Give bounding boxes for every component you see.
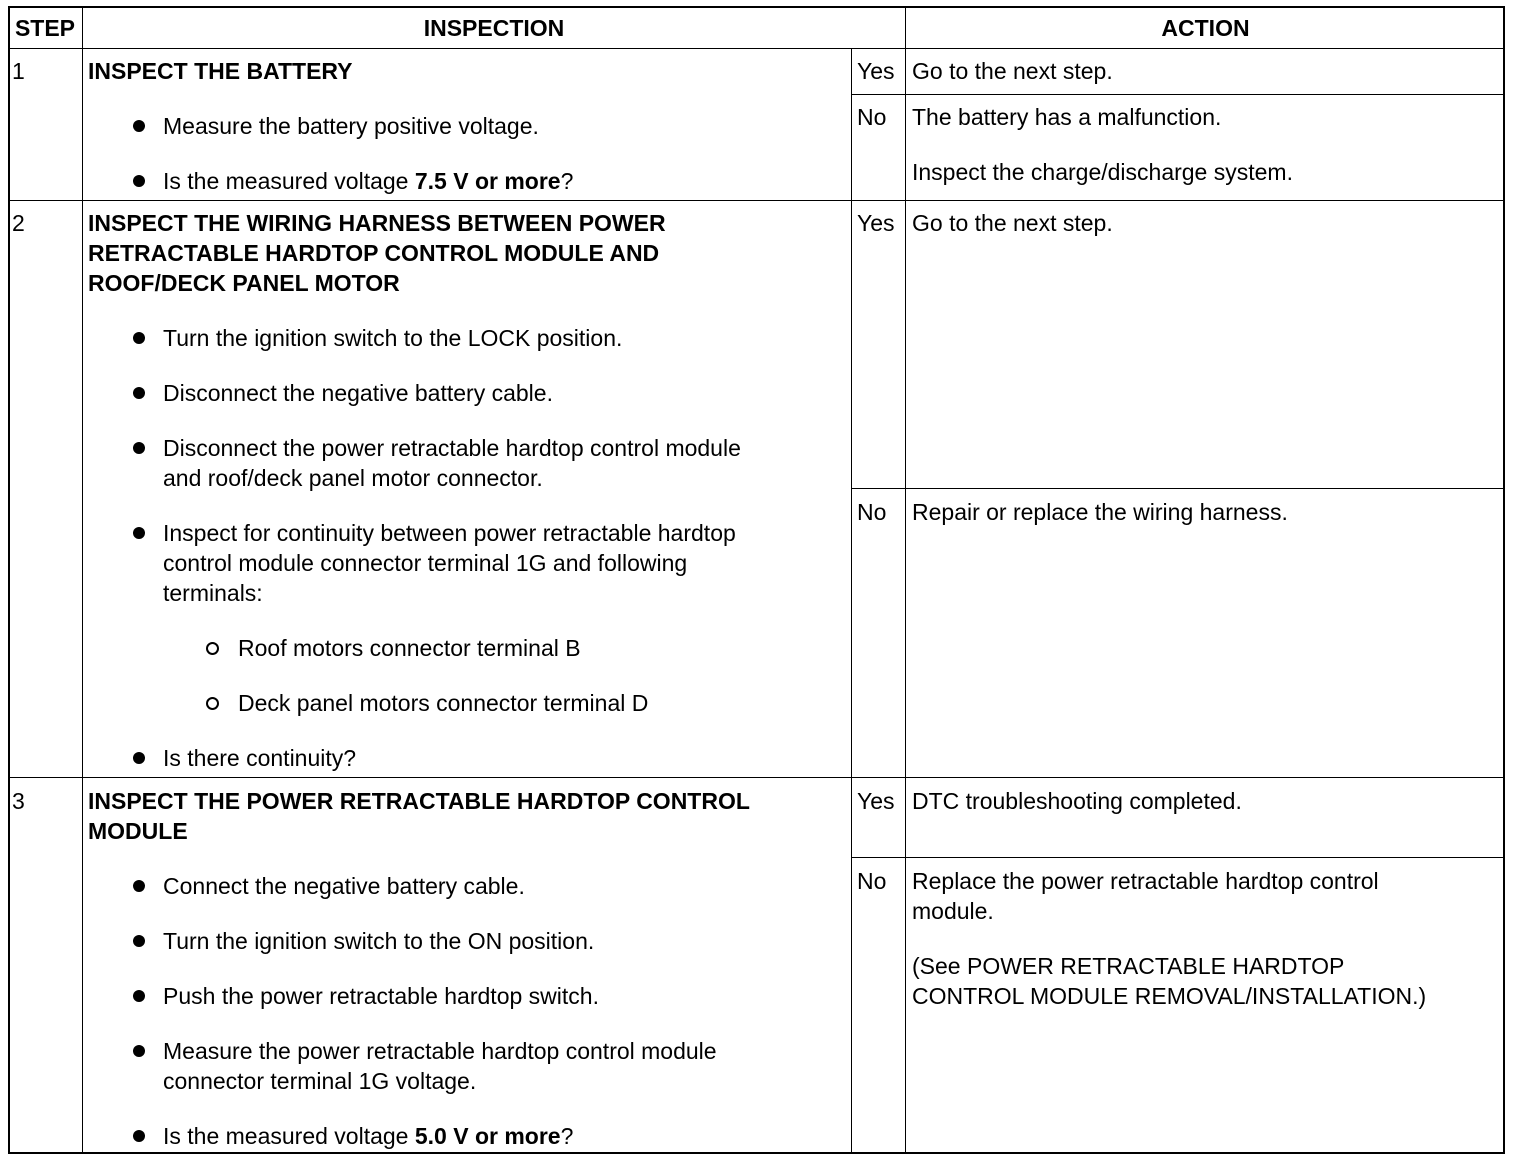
column-divider	[905, 6, 906, 1154]
step-title: INSPECT THE POWER RETRACTABLE HARDTOP CONTROL	[88, 788, 750, 814]
yes-action: DTC troubleshooting completed.	[912, 788, 1242, 814]
bullet-icon	[133, 752, 145, 764]
bullet-icon	[133, 387, 145, 399]
step-number: 2	[12, 210, 25, 236]
inspection-item: Is there continuity?	[163, 745, 357, 771]
inspection-item: Inspect for continuity between power retractable hardtop	[163, 520, 736, 546]
inspection-item: connector terminal 1G voltage.	[163, 1068, 477, 1094]
step-number: 1	[12, 58, 25, 84]
no-action: The battery has a malfunction.	[912, 104, 1222, 130]
yes-label: Yes	[857, 210, 895, 236]
inspection-item: Measure the battery positive voltage.	[163, 113, 539, 139]
step-title: ROOF/DECK PANEL MOTOR	[88, 270, 400, 296]
inspection-subitem: Roof motors connector terminal B	[238, 635, 581, 661]
no-label: No	[857, 499, 887, 525]
inspection-item: control module connector terminal 1G and following	[163, 550, 688, 576]
sub-bullet-icon	[206, 642, 219, 655]
step-title: INSPECT THE BATTERY	[88, 58, 353, 84]
no-action: module.	[912, 898, 994, 924]
inspection-item: Is the measured voltage 7.5 V or more?	[163, 168, 574, 194]
bullet-icon	[133, 120, 145, 132]
inspection-item: Connect the negative battery cable.	[163, 873, 525, 899]
inspection-item: Is the measured voltage 5.0 V or more?	[163, 1123, 574, 1149]
inspection-item: terminals:	[163, 580, 263, 606]
inspection-item: Disconnect the power retractable hardtop control module	[163, 435, 741, 461]
step-title: RETRACTABLE HARDTOP CONTROL MODULE AND	[88, 240, 660, 266]
yes-label: Yes	[857, 788, 895, 814]
step-number: 3	[12, 788, 25, 814]
inspection-item: Measure the power retractable hardtop control module	[163, 1038, 717, 1064]
no-label: No	[857, 868, 887, 894]
inspection-item: Turn the ignition switch to the ON position.	[163, 928, 595, 954]
header-step: STEP	[14, 15, 76, 41]
yes-action: Go to the next step.	[912, 210, 1113, 236]
inspection-item: and roof/deck panel motor connector.	[163, 465, 543, 491]
yes-no-divider	[851, 94, 1505, 95]
column-divider	[851, 48, 852, 1154]
bullet-icon	[133, 880, 145, 892]
no-action: (See POWER RETRACTABLE HARDTOP	[912, 953, 1345, 979]
header-inspection: INSPECTION	[423, 15, 565, 41]
bullet-icon	[133, 935, 145, 947]
yes-no-divider	[851, 857, 1505, 858]
bullet-icon	[133, 1045, 145, 1057]
bullet-icon	[133, 527, 145, 539]
inspection-item: Disconnect the negative battery cable.	[163, 380, 553, 406]
bullet-icon	[133, 332, 145, 344]
row-divider	[8, 200, 1505, 201]
no-action: Replace the power retractable hardtop control	[912, 868, 1379, 894]
bullet-icon	[133, 1130, 145, 1142]
no-action: Inspect the charge/discharge system.	[912, 159, 1293, 185]
header-action: ACTION	[1161, 15, 1250, 41]
bullet-icon	[133, 442, 145, 454]
step-title: MODULE	[88, 818, 188, 844]
yes-action: Go to the next step.	[912, 58, 1113, 84]
row-divider	[8, 48, 1505, 49]
inspection-subitem: Deck panel motors connector terminal D	[238, 690, 649, 716]
bullet-icon	[133, 175, 145, 187]
inspection-item: Turn the ignition switch to the LOCK position.	[163, 325, 623, 351]
no-action: Repair or replace the wiring harness.	[912, 499, 1288, 525]
no-action: CONTROL MODULE REMOVAL/INSTALLATION.)	[912, 983, 1427, 1009]
sub-bullet-icon	[206, 697, 219, 710]
yes-no-divider	[851, 488, 1505, 489]
bullet-icon	[133, 990, 145, 1002]
inspection-item: Push the power retractable hardtop switch.	[163, 983, 599, 1009]
no-label: No	[857, 104, 887, 130]
step-title: INSPECT THE WIRING HARNESS BETWEEN POWER	[88, 210, 666, 236]
column-divider	[82, 6, 83, 1154]
row-divider	[8, 777, 1505, 778]
yes-label: Yes	[857, 58, 895, 84]
